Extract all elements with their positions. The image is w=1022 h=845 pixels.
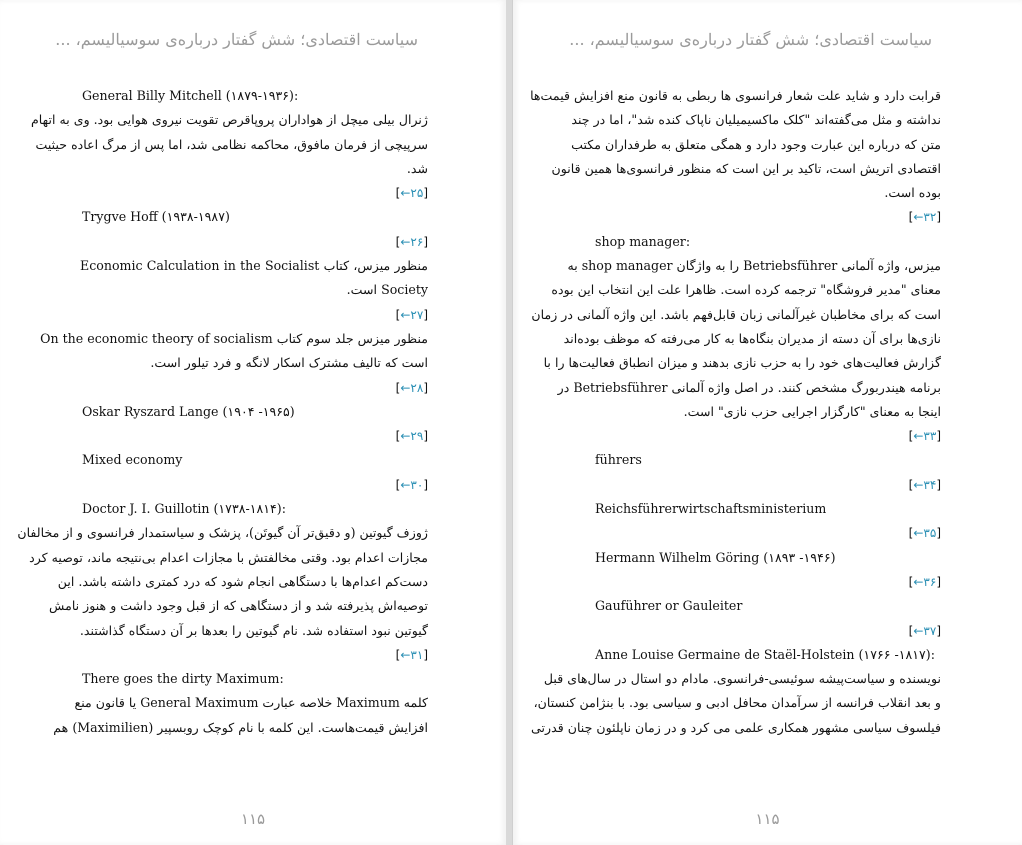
footnote-text-line: توصیه‌اش پذیرفته شد و از دستگاهی که از قبل وجود داشت و هنوز نامش: [49, 598, 428, 614]
footnote-backlink-row: [80, 303, 428, 327]
footnote-backlink-row: [593, 424, 941, 448]
footnote-backlink-row: [80, 181, 428, 205]
footnote-text-line: است که برای مخاطبان غیرآلمانی زبان قابل‌فهم باشد. این واژه آلمانی در زمان: [531, 306, 941, 322]
bracket: ]: [936, 574, 941, 589]
footnote-text-line: بوده است.: [884, 185, 941, 201]
footnote-text-line: اینجا به معنای "کارگزار اجرایی حزب نازی" است.: [683, 403, 941, 419]
footnote-text-line: برنامه هیندربورگ مشخص کنند. در اصل واژه آلمانی Betriebsführer در: [557, 379, 941, 395]
footnote-backlink-row: [80, 643, 428, 667]
bracket: ]: [423, 477, 428, 492]
footnote-text-line: افزایش قیمت‌هاست. این کلمه با نام کوچک روبسپیر (Maximilien) هم: [53, 719, 428, 735]
footnote-term: Mixed economy: [82, 452, 183, 468]
footnote-term: Trygve Hoff (۱۹۳۸-۱۹۸۷): [82, 209, 230, 225]
footnote-text-line: گیوتین نبود استفاده شد. نام گیوتین را بعدها بر آن دستگاه گذاشتند.: [79, 622, 428, 638]
bracket: [: [395, 307, 401, 322]
footnote-term: Gauführer or Gauleiter: [595, 598, 743, 614]
page-number: ۱۱۵: [240, 810, 266, 828]
footnote-text-line: منظور میزس، کتاب Economic Calculation in the Socialist: [80, 258, 428, 274]
footnotes-content: [17, 84, 428, 740]
bracket: [: [395, 429, 401, 444]
footnote-backlink-row: [593, 521, 941, 545]
footnote-backlink-row: [593, 570, 941, 594]
right-page: [512, 0, 1022, 845]
footnote-text-line: قرابت دارد و شاید علت شعار فرانسوی ها ربطی به قانون منع افزایش قیمت‌ها: [530, 88, 941, 103]
footnote-text-line: شد.: [406, 160, 428, 176]
footnote-text-line: سرپیچی از فرمان مافوق، محاکمه نظامی شد، اما پس از مرگ اعاده حیثیت: [35, 136, 428, 152]
footnote-text-line: است که تالیف مشترک اسکار لانگه و فرد تیلور است.: [150, 355, 428, 371]
left-page: [0, 0, 507, 845]
footnote-backlink[interactable]: ←۲۸: [400, 380, 424, 395]
bracket: [: [908, 477, 914, 492]
footnote-backlink[interactable]: ←۲۹: [400, 429, 424, 444]
footnote-term: Oskar Ryszard Lange (۱۹۰۴ -۱۹۶۵): [82, 403, 295, 419]
footnote-term: General Billy Mitchell (۱۸۷۹-۱۹۳۶):: [82, 88, 299, 103]
bracket: ]: [423, 186, 428, 201]
footnote-term: Anne Louise Germaine de Staël-Holstein (۱۷۶۶ -۱۸۱۷):: [595, 646, 935, 662]
footnote-term: führers: [595, 452, 642, 468]
footnote-backlink[interactable]: ←۲۶: [400, 234, 424, 249]
footnote-text-line: ژوزف گیوتین (و دقیق‌تر آن گیوتَن)، پزشک و سیاستمدار فرانسوی و از مخالفان: [17, 525, 428, 541]
bracket: [: [395, 380, 401, 395]
bracket: ]: [936, 477, 941, 492]
bracket: ]: [423, 380, 428, 395]
bracket: ]: [936, 429, 941, 444]
footnote-text-line: اقتصادی اتریش است، تاکید بر این است که منظور فرانسوی‌ها همین قانون: [551, 160, 941, 176]
footnote-backlink[interactable]: ←۳۴: [913, 477, 937, 492]
footnote-text-line: و بعد انقلاب فرانسه از سرآمدان محافل ادبی و سیاسی بود. با بنژامن کنستان،: [533, 695, 941, 711]
footnote-text-line: کلمه Maximum خلاصه عبارت General Maximum یا قانون منع: [74, 695, 428, 711]
footnote-backlink[interactable]: ←۲۷: [400, 307, 424, 322]
footnote-backlink-row: [593, 205, 941, 229]
bracket: ]: [936, 526, 941, 541]
bracket: [: [908, 526, 914, 541]
footnote-term: Doctor J. I. Guillotin (۱۷۳۸-۱۸۱۴):: [82, 501, 286, 517]
footnote-backlink-row: [80, 230, 428, 254]
footnote-backlink-row: [593, 619, 941, 643]
bracket: [: [908, 574, 914, 589]
page-number: ۱۱۵: [755, 810, 780, 828]
footnote-term: There goes the dirty Maximum:: [82, 671, 284, 687]
footnote-backlink[interactable]: ←۳۷: [913, 623, 937, 638]
bracket: ]: [936, 210, 941, 225]
footnote-term: Reichsführerwirtschaftsministerium: [595, 501, 827, 517]
bracket: [: [395, 186, 401, 201]
bracket: ]: [423, 429, 428, 444]
footnote-backlink[interactable]: ←۳۰: [400, 477, 424, 492]
footnote-text-line: نداشته و مثل می‌گفته‌اند "کلک ماکسیمیلیان ناپاک کنده شد"، اما در چند: [571, 112, 941, 128]
footnote-backlink[interactable]: ←۳۵: [913, 526, 937, 541]
running-head: سیاست اقتصادی؛ شش گفتار درباره‌ی سوسیالیسم، ...: [569, 30, 932, 49]
footnote-text-line: ژنرال بیلی میچل از هواداران پروپاقرص تقویت نیروی هوایی بود. وی به اتهام: [31, 112, 428, 128]
bracket: [: [395, 647, 401, 662]
footnote-backlink-row: [80, 376, 428, 400]
running-head: سیاست اقتصادی؛ شش گفتار درباره‌ی سوسیالیسم، ...: [55, 30, 418, 49]
footnote-backlink-row: [80, 473, 428, 497]
footnote-backlink[interactable]: ←۳۱: [400, 647, 424, 662]
bracket: [: [908, 623, 914, 638]
footnote-backlink[interactable]: ←۳۳: [913, 429, 937, 444]
footnote-backlink-row: [80, 424, 428, 448]
footnotes-content: [530, 84, 941, 740]
bracket: ]: [936, 623, 941, 638]
footnote-text-line: نویسنده و سیاست‌پیشه سوئیسی-فرانسوی. مادام دو استال در سال‌های قبل: [543, 671, 941, 687]
footnote-text-line: معنای "مدیر فروشگاه" ترجمه کرده است. ظاهرا علت این انتخاب این بوده: [551, 282, 941, 298]
footnote-backlink[interactable]: ←۳۶: [913, 574, 937, 589]
footnote-text-line: نازی‌ها برای آن دسته از مدیران بنگاه‌ها به کار می‌رفته که موظف بوده‌اند: [563, 330, 941, 346]
bracket: [: [908, 429, 914, 444]
bracket: ]: [423, 234, 428, 249]
bracket: ]: [423, 307, 428, 322]
footnote-text-line: متن که درباره این عبارت وجود دارد و همگی متعلق به طرفداران مکتب: [571, 136, 941, 152]
footnote-text-line: دست‌کم اعدام‌ها با دستگاهی انجام شود که درد کمتری داشته باشد. این: [57, 573, 428, 589]
bracket: [: [395, 477, 401, 492]
footnote-backlink[interactable]: ←۳۲: [913, 210, 937, 225]
footnote-backlink-row: [593, 473, 941, 497]
footnote-term: shop manager:: [595, 233, 691, 249]
footnote-text-line: فیلسوف سیاسی مشهور همکاری علمی می کرد و در زمان ناپلئون چنان قدرتی: [531, 719, 941, 735]
bracket: [: [908, 210, 914, 225]
bracket: [: [395, 234, 401, 249]
footnote-text-line: مجازات اعدام بود. وقتی مخالفتش با مجازات اعدام بی‌نتیجه ماند، توصیه کرد: [29, 549, 428, 565]
footnote-text-line: میزس، واژه آلمانی Betriebsführer را به واژگان shop manager به: [567, 258, 941, 274]
bracket: ]: [423, 647, 428, 662]
footnote-text-line: Society است.: [346, 282, 428, 298]
footnote-term: Hermann Wilhelm Göring (۱۸۹۳ -۱۹۴۶): [595, 549, 836, 565]
footnote-backlink[interactable]: ←۲۵: [400, 186, 424, 201]
footnote-text-line: گزارش فعالیت‌های خود را به حزب نازی بدهند و میزان انطباق فعالیت‌ها را با: [543, 355, 941, 371]
footnote-text-line: منظور میزس جلد سوم کتاب On the economic theory of socialism: [40, 330, 428, 346]
